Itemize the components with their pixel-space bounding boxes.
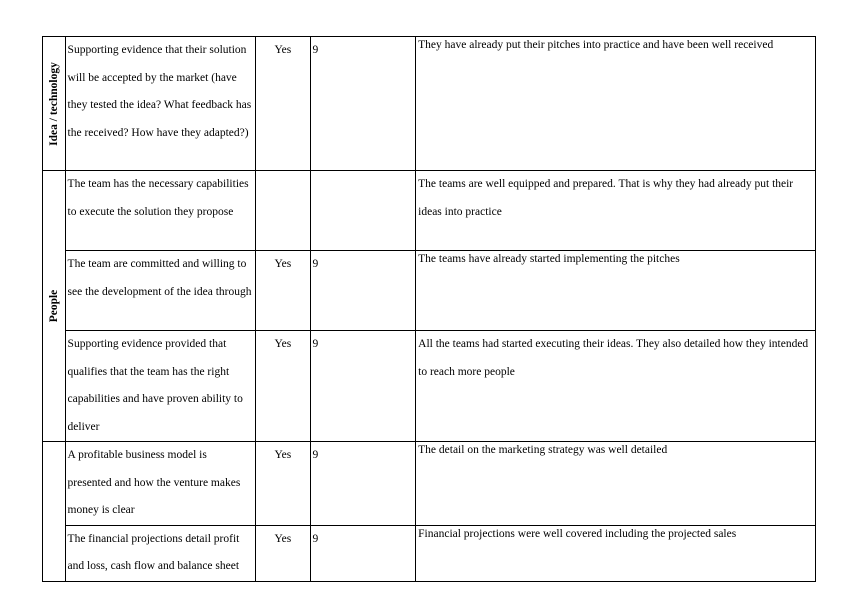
category-label-people: People: [47, 289, 60, 323]
answer-cell: Yes: [256, 525, 310, 581]
score-cell: 9: [310, 525, 416, 581]
criterion-cell: Supporting evidence that their solution will be accepted by the market (have they tested the idea? What feedback has the received? How have they adapted?): [65, 37, 256, 171]
answer-cell: Yes: [256, 251, 310, 331]
score-cell: [310, 171, 416, 251]
category-cell-people: [43, 171, 66, 442]
comment-cell: All the teams had started executing their ideas. They also detailed how they intended to reach more people: [416, 331, 816, 442]
table-row: [43, 442, 816, 526]
criterion-cell: The team has the necessary capabilities to execute the solution they propose: [65, 171, 256, 251]
answer-cell: Yes: [256, 331, 310, 442]
table-row: [43, 171, 816, 251]
comment-cell: Financial projections were well covered including the projected sales: [416, 525, 816, 581]
comment-cell: They have already put their pitches into practice and have been well received: [416, 37, 816, 171]
score-cell: 9: [310, 37, 416, 171]
criterion-cell: The team are committed and willing to see the development of the idea through: [65, 251, 256, 331]
table-row: [43, 37, 816, 171]
score-cell: 9: [310, 331, 416, 442]
evaluation-table: [42, 36, 816, 582]
criterion-cell: The financial projections detail profit and loss, cash flow and balance sheet: [65, 525, 256, 581]
answer-cell: Yes: [256, 442, 310, 526]
table-row: [43, 251, 816, 331]
answer-cell: Yes: [256, 37, 310, 171]
score-cell: 9: [310, 442, 416, 526]
category-label-idea: Idea / technology: [47, 61, 60, 146]
comment-cell: The detail on the marketing strategy was well detailed: [416, 442, 816, 526]
criterion-cell: A profitable business model is presented and how the venture makes money is clear: [65, 442, 256, 526]
category-cell-business: [43, 442, 66, 582]
answer-cell: [256, 171, 310, 251]
category-cell-idea: [43, 37, 66, 171]
criterion-cell: Supporting evidence provided that qualifies that the team has the right capabilities and have proven ability to deliver: [65, 331, 256, 442]
table-row: [43, 331, 816, 442]
table-row: [43, 525, 816, 581]
comment-cell: The teams are well equipped and prepared. That is why they had already put their ideas into practice: [416, 171, 816, 251]
comment-cell: The teams have already started implementing the pitches: [416, 251, 816, 331]
score-cell: 9: [310, 251, 416, 331]
